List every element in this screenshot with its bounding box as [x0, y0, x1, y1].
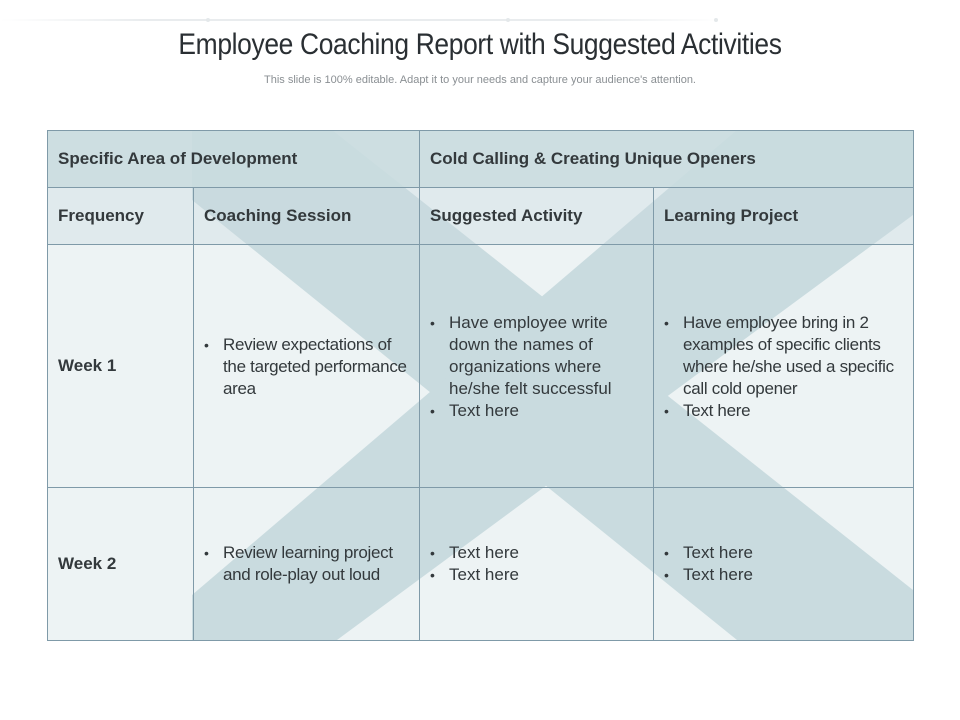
frequency-cell-week-2: Week 2 [48, 488, 194, 641]
list-item: • Text here [449, 542, 643, 564]
list-item: • Text here [683, 542, 903, 564]
list-item: • Review learning project and role-play out loud [223, 542, 409, 586]
column-header-coaching-session: Coaching Session [194, 188, 420, 245]
column-header-frequency: Frequency [48, 188, 194, 245]
coaching-cell-week-2 [194, 488, 420, 641]
column-header-learning-project: Learning Project [654, 188, 914, 245]
page-title: Employee Coaching Report with Suggested Activities [178, 28, 782, 61]
coaching-list-week-2 [204, 542, 409, 586]
list-item: • Text here [449, 564, 643, 586]
coaching-list-week-1 [204, 334, 409, 400]
activity-list-week-1 [430, 312, 643, 422]
list-item: • Text here [449, 400, 643, 422]
area-label-cell: Specific Area of Development [48, 131, 420, 188]
coaching-report-table [47, 130, 914, 641]
top-divider-dot [714, 18, 718, 22]
project-cell-week-2 [654, 488, 914, 641]
page-subtitle: This slide is 100% editable. Adapt it to your needs and capture your audience's attention. [264, 74, 696, 86]
list-item: • Have employee bring in 2 examples of specific clients where he/she used a specific call cold opener [683, 312, 903, 400]
project-cell-week-1 [654, 245, 914, 488]
coaching-report-table-container [47, 130, 913, 640]
activity-cell-week-2 [420, 488, 654, 641]
activity-cell-week-1 [420, 245, 654, 488]
table-row-week-1 [48, 245, 914, 488]
top-divider-dot [506, 18, 510, 22]
top-divider-line [0, 19, 720, 21]
area-value-cell: Cold Calling & Creating Unique Openers [420, 131, 914, 188]
column-header-row [48, 188, 914, 245]
coaching-cell-week-1 [194, 245, 420, 488]
list-item: • Text here [683, 400, 903, 422]
top-divider-dot [206, 18, 210, 22]
list-item: • Have employee write down the names of organizations where he/she felt successful [449, 312, 643, 400]
project-list-week-2 [664, 542, 903, 586]
list-item: • Text here [683, 564, 903, 586]
area-of-development-row [48, 131, 914, 188]
list-item: • Review expectations of the targeted performance area [223, 334, 409, 400]
project-list-week-1 [664, 312, 903, 422]
column-header-suggested-activity: Suggested Activity [420, 188, 654, 245]
activity-list-week-2 [430, 542, 643, 586]
frequency-cell-week-1: Week 1 [48, 245, 194, 488]
table-row-week-2 [48, 488, 914, 641]
